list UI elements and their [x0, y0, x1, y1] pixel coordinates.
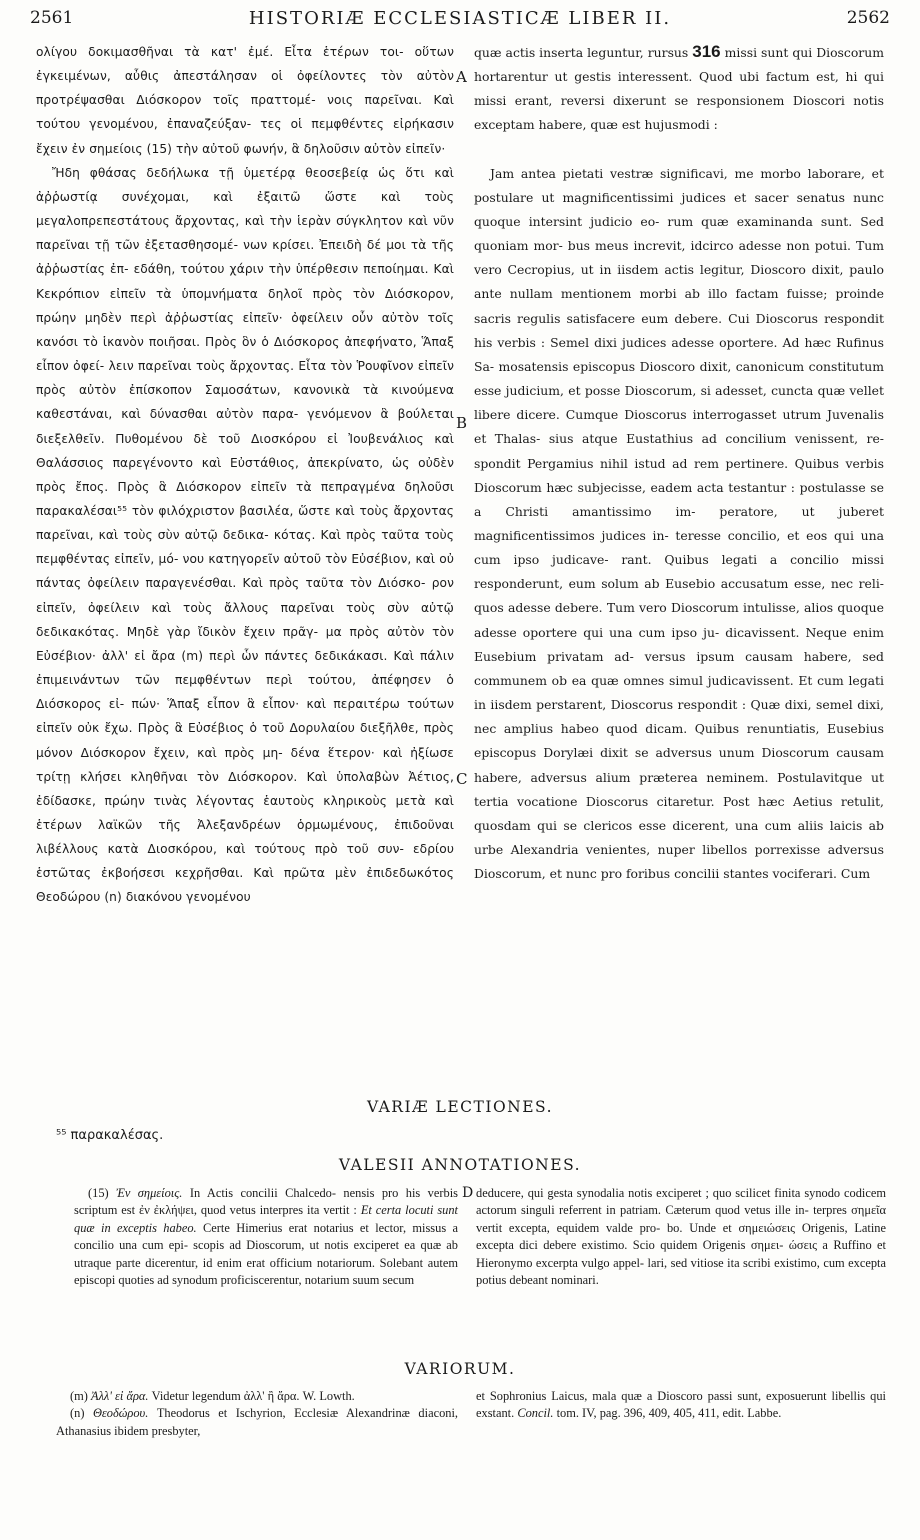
variae-lectiones-text: ⁵⁵ παρακαλέσας.: [56, 1128, 164, 1143]
valesii-heading: VALESII ANNOTATIONES.: [338, 1156, 582, 1174]
latin-paragraph-1-start: quæ actis inserta leguntur, rursus: [474, 45, 689, 60]
note-n-cont-b: tom. IV, pag. 396, 409, 405, 411, edit. Labbe.: [556, 1406, 782, 1421]
page-number-left: 2561: [30, 8, 74, 28]
valesii-note-right: [476, 1185, 886, 1289]
running-head: [30, 8, 890, 34]
note-number: (15): [88, 1186, 109, 1200]
note-m-label: (m): [70, 1389, 88, 1403]
note-lemma: Ἐν σημείοις.: [116, 1186, 183, 1200]
note-m-text: Videtur legendum ἀλλ' ἢ ἄρα. W. Lowth.: [151, 1389, 355, 1403]
paragraph-gap: [474, 138, 884, 162]
note-quote: Et certa locuti sunt quæ in exceptis habeo.: [74, 1203, 458, 1235]
latin-column: [474, 40, 884, 886]
variorum-note-m: [56, 1388, 458, 1405]
variorum-heading: VARIORUM.: [404, 1360, 516, 1378]
latin-paragraph-2: Jam antea pietati vestræ significavi, me morbo laborare, et postulare ut magnificentissimi judices et sacer senatus nunc quoque intersint judicio eo- rum quæ examinanda sunt. Sed quoniam mor- bus meus increvit, idcirco adesse non potui. Tum vero Cecropius, ut in iisdem actis legitur, Dioscoro dixit, paulo ante nullam mentionem morbi ab illo factam fuisse; proinde sacris regulis satisfacere eum debere. Cui Dioscorus respondit his verbis : Semel dixi judices adesse oportere. Ad hæc Rufinus Sa- mosatensis episcopus Dioscoro dixit, canonicum constitutum esse judicium, et posse Dioscorum, si adesset, cuncta quæ vellet libere dicere. Cumque Dioscorus interrogasset utrum Juvenalis et Thalas- sius atque Eustathius ad concilium venissent, re- spondit Pergamius nihil istud ad rem pertinere. Quibus verbis Dioscorum hæc subjecisse, eadem acta testantur : postulasse se a Christi amantissimo im- peratore, ut juberet magnificentissimos judices in- teresse concilio, et eos qui una cum ipso judicave- rant. Quibus legati a concilio missi responderunt, eum solum ab Eusebio accusatum esse, nec reli- quos adesse debere. Tum vero Dioscorum intulisse, alios quoque adesse oportere qui una cum ipso ju- dicavissent. Neque enim Eusebium privatam ad- versus ipsum causam habere, sed communem ob ea quæ omnes simul judicavissent. Et cum legati in iisdem perstarent, Dioscorus respondit : Quæ dixi, semel dixi, nec amplius habeo quod dicam. Quibus renuntiatis, Eusebius episcopus Dorylæi dixit se adversus unum Dioscorum causam habere, adversus alium præterea neminem. Postulavitque ut tertia vocatione Dioscorus citaretur. Post hæc Aetius retulit, quosdam qui se clericos esse dicerent, una cum aliis laicis ab urbe Alexandria venientes, nuper libellos porrexisse adversus Dioscorum, et nunc pro foribus concilii stantes vociferari. Cum: [474, 165, 884, 882]
greek-paragraph-2: Ἤδη φθάσας δεδήλωκα τῇ ὑμετέρᾳ θεοσεβείᾳ ὡς ὅτι καὶ ἀῤῥωστίᾳ συνέχομαι, καὶ ἐξαιτῶ ὥστε καὶ τοὺς μεγαλοπρεπεστάτους ἄρχοντας, καὶ τὴν ἱερὰν σύγκλητον καὶ νῦν παρεῖναι τῇ τῶν ἐξετασθησομέ- νων κρίσει. Ἐπειδὴ δέ μοι τὰ τῆς ἀῤῥωστίας ἐπ- εδάθη, τούτου χάριν τὴν ὑπέρθεσιν πεποίημαι. Καὶ Κεκρόπιον εἰπεῖν τὰ ὑπομνήματα δηλοῖ πρὸς τὸν Διόσκορον, πρώην μηδὲν περὶ ἀῤῥωστίας εἰπεῖν· ὀφείλειν οὖν αὐτὸν τοῖς κανόσι τὸ ἱκανὸν ποιῆσαι. Πρὸς ὃν ὁ Διόσκορος ἀπεφήνατο, Ἅπαξ εἶπον ὀφεί- λειν παρεῖναι τοὺς ἄρχοντας. Εἶτα τὸν Ῥουφῖνον εἰπεῖν πρὸς αὐτὸν ἐπίσκοπον Σαμοσάτων, κανονικὰ τὰ κινούμενα καθεστάναι, καὶ δύνασθαι αὐτὸν παρα- γενόμενον ἃ βούλεται διεξελθεῖν. Πυθομένου δὲ τοῦ Διοσκόρου εἰ Ἰουβενάλιος καὶ Θαλάσσιος παρεγένοντο καὶ Εὐστάθιος, ἀπεκρίνατο, ὡς οὐδὲν πρὸς ἔπος. Πρὸς ἃ Διόσκορον εἰπεῖν τὰ πεπραγμένα δηλοῦσι παρακαλέσαι⁵⁵ τὸν φιλόχριστον βασιλέα, ὥστε καὶ τοὺς ἄρχοντας παρεῖναι, καὶ τοὺς σὺν αὐτῷ δεδικα- κότας. Καὶ πρὸς ταῦτα τοὺς πεμφθέντας εἰπεῖν, μό- νου κατηγορεῖν αὐτοῦ τὸν Εὐσέβιον, καὶ οὐ πάντας ὀφείλειν παραγενέσθαι. Καὶ πρὸς ταῦτα τὸν Διόσκο- ρον εἰπεῖν, ὀφείλειν καὶ τοὺς ἄλλους παρεῖναι τοὺς σὺν αὐτῷ δεδικακότας. Μηδὲ γὰρ ἴδικὸν ἔχειν πρᾶγ- μα πρὸς αὐτὸν τὸν Εὐσέβιον· ἀλλ' εἰ ἄρα (m) περὶ ὧν πάντες δεδικάκασι. Καὶ πάλιν ἐπιμεινάντων τῶν πεμφθέντων περὶ τούτου, ἀπέφησεν ὁ Διόσκορος εἰ- πών· Ἅπαξ εἶπον ἃ εἶπον· καὶ περαιτέρω τούτων εἰπεῖν οὐκ ἔχω. Πρὸς ἃ Εὐσέβιος ὁ τοῦ Δορυλαίου διεξῆλθε, πρὸς μόνον Διόσκορον ἔχειν, καὶ πρὸς μη- δένα ἕτερον· καὶ ἠξίωσε τρίτῃ κλήσει κληθῆναι τὸν Διόσκορον. Καὶ ὑπολαβὼν Ἀέτιος, ἐδίδασκε, πρώην τινὰς λέγοντας ἑαυτοὺς κληρικοὺς μετὰ καὶ ἑτέρων λαϊκῶν τῆς Ἀλεξανδρέων ὁρμωμένους, ἐπιδοῦναι λιβέλλους κατὰ Διοσκόρου, καὶ τούτους πρὸ τοῦ συν- εδρίου ἑστῶτας ἐκβοήσεσι κεχρῆσθαι. Καὶ πρῶτα μὲν ἐπιδεδωκότος Θεοδώρου (n) διακόνου γενομένου: [36, 165, 454, 905]
note-text-a: In Actis concilii Chalcedo- nensis pro his verbis scriptum est ἐν ἐκλήψει, quod vetus interpres ita vertit :: [74, 1186, 458, 1218]
margin-marker-c: C: [456, 770, 468, 788]
note-n-cite: Concil.: [517, 1406, 554, 1421]
valesii-note-15: [74, 1185, 458, 1289]
running-title: HISTORIÆ ECCLESIASTICÆ LIBER II.: [248, 8, 672, 29]
margin-marker-b: B: [456, 414, 468, 432]
note-m-lemma: Ἀλλ' εἰ ἄρα.: [91, 1389, 149, 1403]
latin-paragraph-1: [474, 40, 884, 138]
variorum-note-n: [56, 1405, 458, 1440]
note-n-label: (n): [70, 1406, 85, 1421]
variorum-notes-left: [56, 1388, 458, 1440]
note-n-lemma: Θεοδώρου.: [92, 1406, 149, 1421]
margin-marker-a: A: [456, 68, 467, 86]
variorum-notes-right: [476, 1388, 886, 1423]
valesii-note-left: [74, 1185, 458, 1289]
variorum-note-n-continuation: [476, 1388, 886, 1423]
note-n-text: Theodorus et Ischyrion, Ecclesiæ Alexandrinæ diaconi, Athanasius ibidem presbyter,: [56, 1406, 458, 1438]
latin-paragraph-1-rest: missi sunt qui Dioscorum hortarentur ut gestis interessent. Quod ubi factum est, hi qui missi erant, reversi dixerunt se responsionem Dioscori notis exceptam habere, quæ est hujusmodi :: [474, 45, 884, 133]
valesii-note-continuation: deducere, qui gesta synodalia notis exciperet ; quo scilicet finita synodo codicem actorum singuli referrent in patriam. Cæterum quod vetus ille in- terpres σημεῖα vertit excepta, equidem valde pro- bo. Unde et σημειώσεις Origenis, Latine excepta dici debere existimo. Scio quidem Origenis σημει- ώσεις a Ruffino et Hieronymo excerpta vulgo appel- lari, sed vitiose ita scribi existimo, cum excepta potius debeant nominari.: [476, 1186, 886, 1288]
margin-marker-d: D: [462, 1185, 474, 1201]
page-number-right: 2562: [846, 8, 890, 28]
note-text-b: Certe Himerius erat notarius et lector, missus a concilio una cum epi- scopis ad Dioscorum, ut notis exciperet ea quæ ab utraque parte dicerentur, id enim erat officium notariorum. Solebant autem episcopi quoties ad synodum proficiscerentur, notarium suum secum: [74, 1220, 459, 1288]
greek-column: [36, 40, 454, 910]
note-n-cont-a: et Sophronius Laicus, mala quæ a Dioscoro passi sunt, exposuerunt libellis qui exstant.: [476, 1389, 886, 1421]
greek-paragraph-1: ολίγου δοκιμασθῆναι τὰ κατ' ἐμέ. Εἶτα ἑτέρων τοι- οὕτων ἐγκειμένων, αὖθις ἀπεστάλησαν οἱ ὀφείλοντες τὸν αὐτὸν προτρέψασθαι Διόσκορον τοῖς πραττομέ- νοις παρεῖναι. Καὶ τούτου γενομένου, ἐπαναζεύξαν- τες οἱ πεμφθέντες εἰρήκασιν ἔχειν ἐν σημείοις (15) τὴν αὐτοῦ φωνήν, ἃ δηλοῦσιν αὐτὸν εἰπεῖν·: [36, 45, 454, 156]
variae-lectiones-heading: VARIÆ LECTIONES.: [366, 1098, 554, 1116]
greek-page-number: 316: [692, 42, 721, 61]
